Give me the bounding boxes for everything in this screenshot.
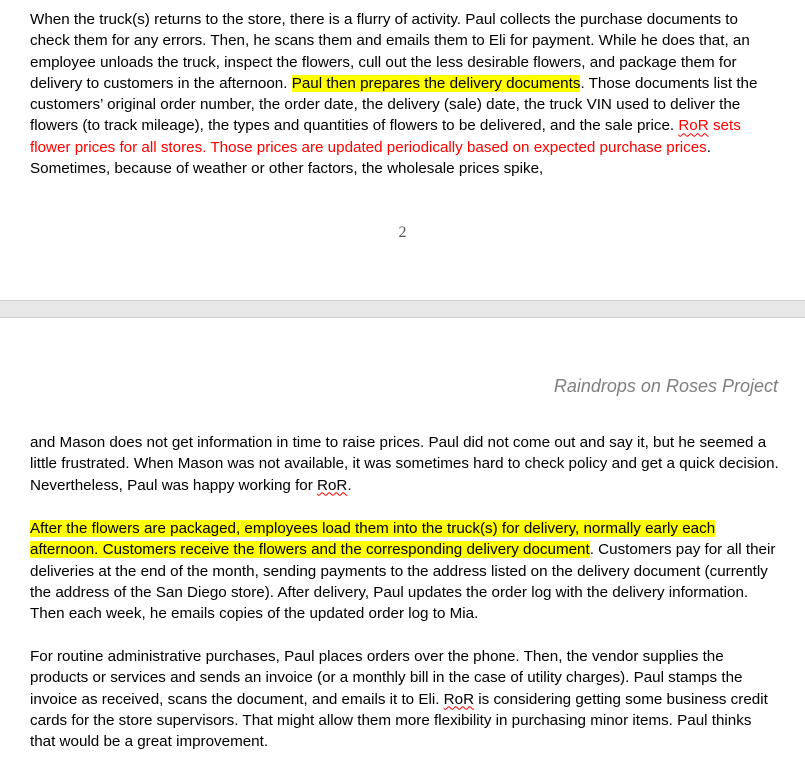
text-run: For routine administrative purchases, Paul places orders over the phone. Then, the vendor supplies the products or services and sends an invoice (or a monthly bill in the case of utility charges). Paul stamps the invoice as received, scans the document, and emails it to Eli.	[30, 648, 743, 708]
text-run: When the truck(s) returns to the store, there is a flurry of activity. Paul collects the purchase documents to check them for any errors. Then, he scans them and emails them to Eli for payment. While he does that, an employee unloads the truck, inspect the flowers, cull out the less desirable flowers, and package them for delivery to customers in the afternoon.	[30, 11, 750, 92]
text-run: is considering getting some business credit cards for the store supervisors. That might allow them more flexibility in purchasing minor items. Paul thinks that would be a great improvement.	[30, 690, 768, 751]
text-run: . Those documents list the customers’ original order number, the order date, the delivery (sale) date, the truck VIN used to deliver the flowers (to track mileage), the types and quantities of flowers to be delivered, and the sale price.	[30, 74, 758, 135]
page-break-gap	[0, 300, 805, 318]
text-run: . Customers pay for all their deliveries at the end of the month, sending payments to the address listed on the delivery document (currently the address of the San Diego store). After delivery, Paul updates the order log with the delivery information. Then each week, he emails copies of the updated order log to Mia.	[30, 541, 776, 623]
paragraph-mason-prices	[30, 432, 780, 496]
page-number: 2	[398, 224, 407, 241]
spellcheck-ror[interactable]: RoR	[678, 117, 709, 135]
text-run: and Mason does not get information in time to raise prices. Paul did not come out and say it, but he seemed a little frustrated. When Mason was not available, it was sometimes hard to check policy and get a quick decision. Nevertheless, Paul was happy working for	[30, 434, 779, 494]
page-header: Raindrops on Roses Project	[553, 376, 778, 396]
paragraph-admin-purchases	[30, 646, 780, 752]
spellcheck-ror[interactable]: RoR	[443, 690, 475, 708]
spellcheck-ror[interactable]: RoR	[317, 476, 348, 494]
highlighted-text: After the flowers are packaged, employees load them into the truck(s) for delivery, normally early each afternoon. Customers receive the flowers and the corresponding delivery document	[30, 520, 716, 559]
text-run: . Sometimes, because of weather or other factors, the wholesale prices spike,	[30, 138, 712, 178]
highlighted-text: Paul then prepares the delivery documents	[291, 74, 581, 92]
text-run: .	[347, 476, 352, 494]
red-revision-text: sets flower prices for all stores. Those prices are updated periodically based on expected purchase prices	[30, 117, 741, 156]
paragraph-truck-returns	[30, 9, 780, 179]
paragraph-flowers-packaged	[30, 518, 780, 624]
